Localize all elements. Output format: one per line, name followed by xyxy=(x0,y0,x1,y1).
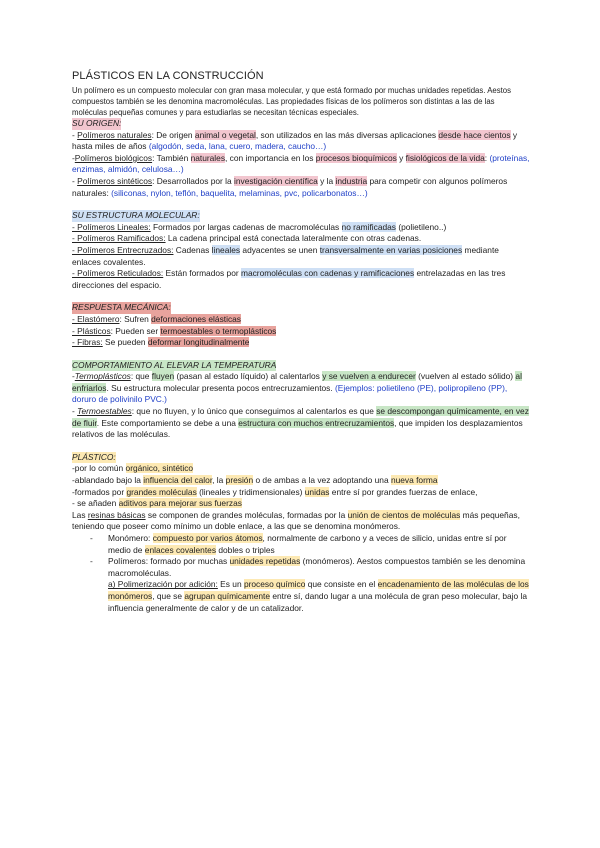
item-plasticos: - Plásticos: Pueden ser termoestables o termoplásticos xyxy=(72,325,277,336)
section-plastico xyxy=(72,452,530,614)
item-entrecruzados: - Polímeros Entrecruzados: Cadenas lineales adyacentes se unen transversalmente en varias posiciones mediante enlaces covalentes. xyxy=(72,244,499,267)
item-lineales: - Polímeros Lineales: Formados por largas cadenas de macromoléculas no ramificadas (polietileno..) xyxy=(72,221,447,232)
plastico-polimeros: - Polímeros: formado por muchas unidades repetidas (monómeros). Aestos compuestos también se les denomina macromoléculas. xyxy=(90,556,526,578)
plastico-monomero: - Monómero: compuesto por varios átomos, normalmente de carbono y a veces de silicio, unidas entre sí por medio de enlaces covalentes dobles o triples xyxy=(90,533,507,555)
section-temperatura xyxy=(72,360,530,441)
heading-plastico: PLÁSTICO: xyxy=(72,451,116,462)
item-reticulados: - Polímeros Reticulados: Están formados por macromoléculas con cadenas y ramificaciones entrelazadas en las tres direcciones del espacio. xyxy=(72,268,506,290)
section-origen xyxy=(72,118,530,199)
document-page xyxy=(72,70,530,614)
plastico-resinas: Las resinas básicas se componen de grandes moléculas, formadas por la unión de cientos de moléculas más pequeñas, teniendo que poseer como mínimo un doble enlace, a las que se denomina monómeros. xyxy=(72,509,520,532)
plastico-line-2: -ablandado bajo la influencia del calor, la presión o de ambas a la vez adoptando una nueva forma xyxy=(72,475,438,486)
intro-paragraph: Un polímero es un compuesto molecular con gran masa molecular, y que está formado por muchas unidades repetidas. Aestos compuestos también se les denomina macromoléculas. Las propiedades físicas de los polímeros son distintas a las de las moléculas pequeñas comunes y para estudiarlas se necesitan técnicas especiales. xyxy=(72,86,512,117)
item-ramificados: - Polímeros Ramificados: La cadena principal está conectada lateralmente con otras cadenas. xyxy=(72,233,422,244)
item-elastomero: - Elastómero: Sufren deformaciones elásticas xyxy=(72,313,241,324)
item-sinteticos: - Polímeros sintéticos: Desarrollados por la investigación científica y la industria para competir con algunos polímeros naturales: (siliconas, nylon, teflón, baquelita, melaminas, pvc, policarbonatos…) xyxy=(72,175,508,198)
item-termoplasticos: -Termoplásticos: que fluyen (pasan al estado líquido) al calentarlos y se vuelven a endurecer (vuelven al estado sólido) al enfriarlos. Su estructura molecular presenta pocos entrecruzamientos. (Ejemplos: polietileno (PE), polipropileno (PP), doruro de polivinilo PVC.) xyxy=(72,371,522,405)
heading-origen: SU ORIGEN: xyxy=(72,118,122,128)
item-termoestables: - Termoestables: que no fluyen, y lo único que conseguimos al calentarlos es que se descompongan químicamente, en vez de fluir. Este comportamiento se debe a una estructura con muchos entrecruzamientos, que impiden los desplazamientos relativos de las moléculas. xyxy=(72,406,529,440)
heading-temperatura: COMPORTAMIENTO AL ELEVAR LA TEMPERATURA xyxy=(72,359,277,370)
section-estructura xyxy=(72,210,530,291)
plastico-line-1: -por lo común orgánico, sintético xyxy=(72,463,194,474)
plastico-adicion: a) Polimerización por adición: Es un proceso químico que consiste en el encadenamiento de las moléculas de los monómeros, que se agrupan químicamente entre sí, dando lugar a una molécula de gran peso molecular, bajo la influencia generalmente de calor y de un catalizador. xyxy=(108,579,529,613)
item-fibras: - Fibras: Se pueden deformar longitudinalmente xyxy=(72,337,250,348)
heading-mecanica: RESPUESTA MECÁNICA: xyxy=(72,302,171,313)
item-naturales: - Polímeros naturales: De origen animal o vegetal, son utilizados en las más diversas aplicaciones desde hace cientos y hasta miles de años (algodón, seda, lana, cuero, madera, caucho…) xyxy=(72,129,518,152)
plastico-line-3: -formados por grandes moléculas (lineales y tridimensionales) unidas entre sí por grandes fuerzas de enlace, xyxy=(72,486,478,497)
item-biologicos: -Polímeros biológicos: También naturales, con importancia en los procesos bioquímicos y fisiológicos de la vida: (proteínas, enzimas, almidón, celulosa…) xyxy=(72,152,530,175)
plastico-line-4: - se añaden aditivos para mejorar sus fuerzas xyxy=(72,498,242,509)
document-title: PLÁSTICOS EN LA CONSTRUCCIÓN xyxy=(72,70,264,82)
section-mecanica xyxy=(72,302,530,348)
heading-estructura: SU ESTRUCTURA MOLECULAR: xyxy=(72,210,200,221)
